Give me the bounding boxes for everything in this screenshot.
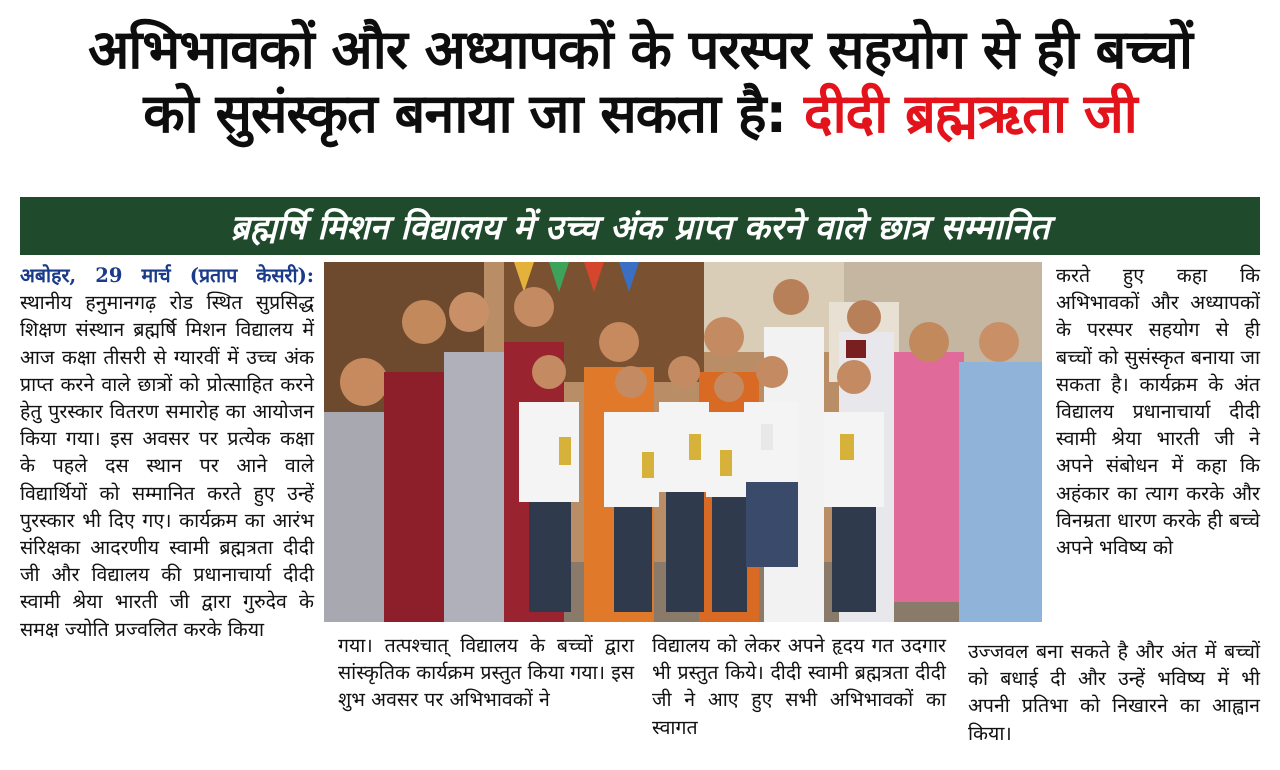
article-column-1-text: स्थानीय हनुमानगढ़ रोड स्थित सुप्रसिद्ध शिक्षण संस्थान ब्रह्मर्षि मिशन विद्यालय में आज कक्षा तीसरी से ग्यारवीं में उच्च अंक प्राप्त करने वाले छात्रों को प्रोत्साहित करने हेतु पुरस्कार वितरण समारोह का आयोजन किया गया। इस अवसर पर प्रत्येक कक्षा के पहले दस स्थान पर आने वाले विद्यार्थियों को सम्मानित करते हुए उन्हें पुरस्कार भी दिए गए। कार्यक्रम का आरंभ संरिक्षका आदरणीय स्वामी ब्रह्मत्रता दीदी जी और विद्यालय की प्रधानाचार्या दीदी स्वामी श्रेया भारती जी द्वारा गुरुदेव के समक्ष ज्योति प्रज्वलित करके किया bbox=[20, 291, 314, 641]
article-column-3 bbox=[652, 632, 946, 741]
article-column-4-bottom-text: उज्जवल बना सकते है और अंत में बच्चों को बधाई दी और उन्हें भविष्य में भी अपनी प्रतिभा को निखारने का आह्वान किया। bbox=[968, 640, 1260, 745]
headline bbox=[0, 18, 1280, 146]
group-photo-illustration bbox=[324, 262, 1042, 622]
headline-line-1: अभिभावकों और अध्यापकों के परस्पर सहयोग से ही बच्चों bbox=[88, 18, 1192, 81]
group-photo bbox=[324, 262, 1042, 622]
article-column-3-text: विद्यालय को लेकर अपने हृदय गत उदगार भी प्रस्तुत किये। दीदी स्वामी ब्रह्मत्रता दीदी जी ने आए हुए सभी अभिभावकों का स्वागत bbox=[652, 634, 946, 739]
subheading-text: ब्रह्मर्षि मिशन विद्यालय में उच्च अंक प्राप्त करने वाले छात्र सम्मानित bbox=[230, 208, 1050, 248]
subheading-banner bbox=[20, 197, 1260, 255]
headline-line-2 bbox=[0, 82, 1280, 146]
headline-line-2-red: दीदी ब्रह्मऋता जी bbox=[803, 82, 1137, 145]
article-column-4-top bbox=[1056, 262, 1260, 561]
article-column-4-bottom bbox=[968, 638, 1260, 747]
headline-line-2-black: को सुसंस्कृत बनाया जा सकता है: bbox=[143, 82, 804, 145]
article-column-2 bbox=[338, 632, 634, 714]
article-column-1 bbox=[20, 262, 314, 643]
article-column-2-text: गया। तत्पश्चात् विद्यालय के बच्चों द्वारा सांस्कृतिक कार्यक्रम प्रस्तुत किया गया। इस शुभ अवसर पर अभिभावकों ने bbox=[338, 634, 634, 712]
article-column-4-top-text: करते हुए कहा कि अभिभावकों और अध्यापकों के परस्पर सहयोग से ही बच्चों को सुसंस्कृत बनाया जा सकता है। कार्यक्रम के अंत विद्यालय प्रधानाचार्या दीदी स्वामी श्रेया भारती जी ने अपने संबोधन में कहा कि अहंकार का त्याग करके और विनम्रता धारण करके ही बच्चे अपने भविष्य को bbox=[1056, 264, 1260, 560]
dateline: अबोहर, 29 मार्च (प्रताप केसरी): bbox=[20, 264, 314, 287]
